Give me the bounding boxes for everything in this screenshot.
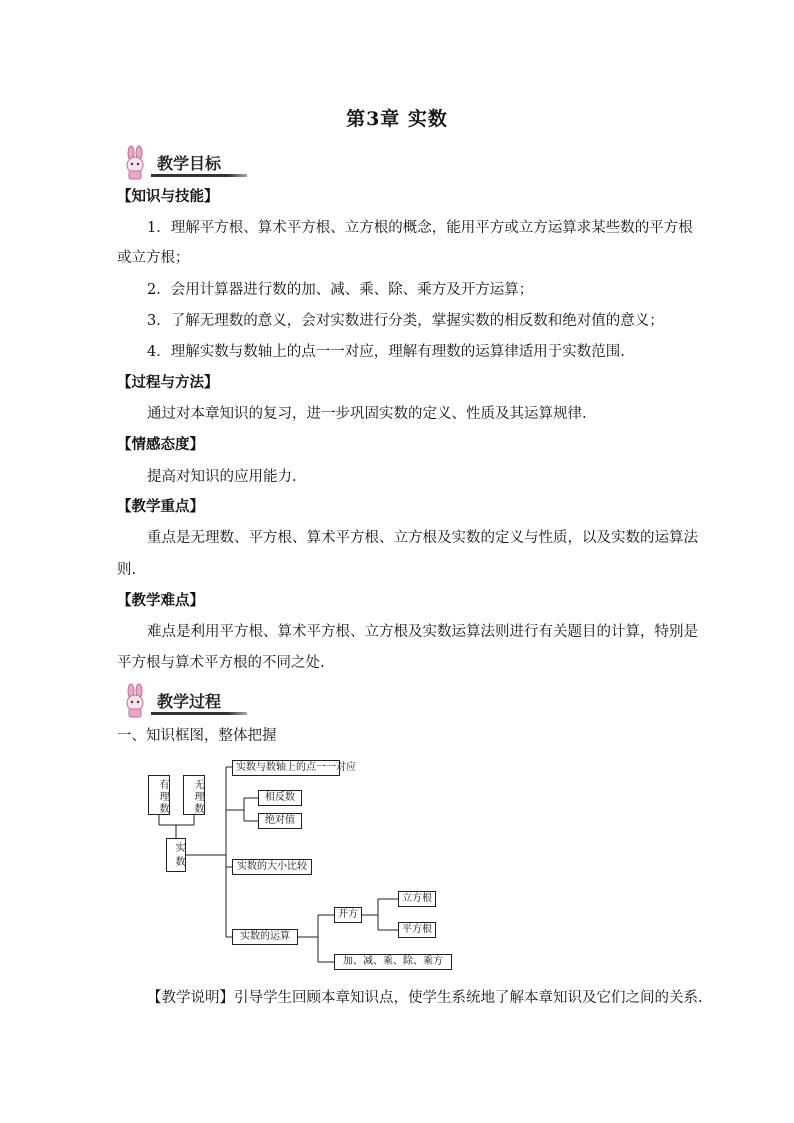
node-real: 实数: [166, 838, 186, 872]
process-banner: [117, 683, 247, 719]
key-points-text: 则.: [117, 562, 137, 578]
bunny-mascot-icon: [117, 683, 153, 719]
node-root: 开方: [334, 907, 362, 923]
knowledge-item: 1．理解平方根、算术平方根、立方根的概念，能用平方或立方运算求某些数的平方根: [147, 220, 693, 236]
objectives-banner: [117, 145, 247, 181]
node-opposite: 相反数: [258, 790, 302, 806]
attitude-text: 提高对知识的应用能力.: [147, 469, 297, 485]
bunny-mascot-icon: [117, 145, 153, 181]
knowledge-item: 或立方根；: [117, 250, 190, 266]
process-text: 通过对本章知识的复习，进一步巩固实数的定义、性质及其运算规律.: [147, 406, 587, 422]
difficulty-text: 难点是利用平方根、算术平方根、立方根及实数运算法则进行有关题目的计算，特别是: [147, 624, 698, 640]
difficulty-text: 平方根与算术平方根的不同之处.: [117, 655, 325, 671]
banner-underline: [151, 712, 247, 715]
attitude-heading: 【情感态度】: [117, 436, 204, 453]
teaching-note: 【教学说明】引导学生回顾本章知识点，使学生系统地了解本章知识及它们之间的关系.: [147, 990, 703, 1006]
knowledge-heading: 【知识与技能】: [117, 188, 219, 205]
node-irrational: 无理数: [183, 775, 205, 815]
node-number-line: 实数与数轴上的点一一对应: [232, 760, 340, 776]
node-absolute: 绝对值: [258, 813, 302, 829]
page-title: 第3章 实数: [346, 108, 448, 130]
knowledge-diagram: [148, 755, 468, 980]
difficulty-heading: 【教学难点】: [117, 592, 204, 609]
objectives-banner-label: 教学目标: [157, 154, 222, 173]
node-operations: 实数的运算: [232, 929, 298, 945]
knowledge-item: 2．会用计算器进行数的加、减、乘、除、乘方及开方运算；: [147, 282, 534, 298]
node-arithmetic: 加、减、乘、除、乘方: [334, 954, 452, 970]
process-heading: 【过程与方法】: [117, 374, 219, 391]
process-banner-label: 教学过程: [157, 692, 222, 711]
key-points-heading: 【教学重点】: [117, 498, 204, 515]
step1-heading: 一、知识框图，整体把握: [117, 728, 277, 744]
key-points-text: 重点是无理数、平方根、算术平方根、立方根及实数的定义与性质，以及实数的运算法: [147, 530, 698, 546]
node-cube-root: 立方根: [398, 891, 436, 907]
node-rational: 有理数: [148, 775, 170, 815]
knowledge-item: 3．了解无理数的意义，会对实数进行分类，掌握实数的相反数和绝对值的意义；: [147, 313, 664, 329]
knowledge-item: 4．理解实数与数轴上的点一一对应，理解有理数的运算律适用于实数范围.: [147, 344, 625, 360]
banner-underline: [151, 174, 247, 177]
node-square-root: 平方根: [398, 922, 436, 938]
node-compare: 实数的大小比较: [232, 859, 312, 875]
